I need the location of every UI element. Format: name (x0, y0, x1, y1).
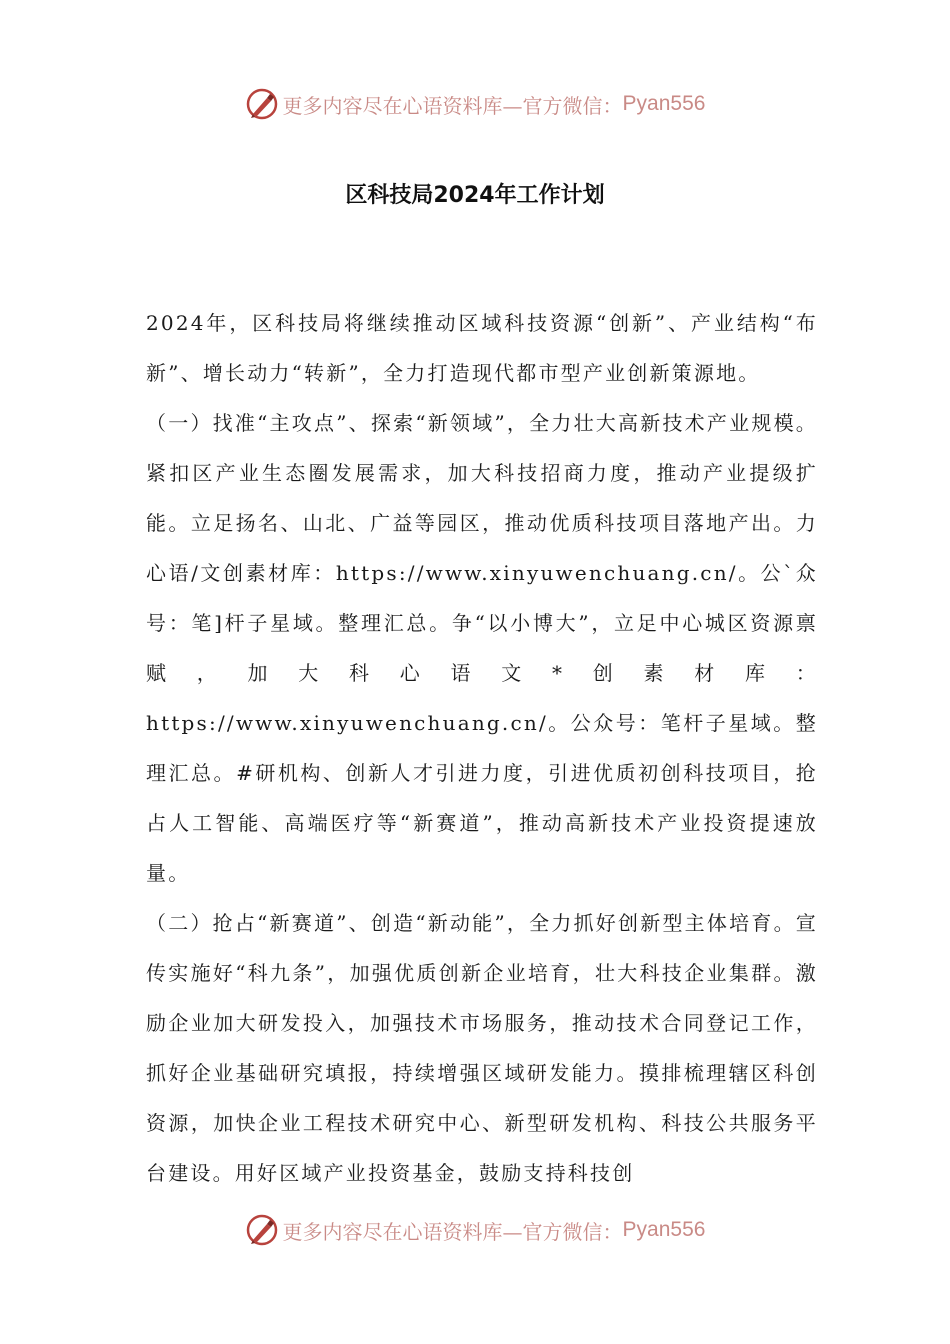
document-body (146, 298, 818, 1198)
banner-wechat-id: Pyan556 (622, 92, 706, 115)
paragraph-intro: 2024年，区科技局将继续推动区域科技资源“创新”、产业结构“布新”、增长动力“转新”，全力打造现代都市型产业创新策源地。 (146, 311, 818, 385)
paragraph-section-2: （二）抢占“新赛道”、创造“新动能”，全力抓好创新型主体培育。宣传实施好“科九条”，加强优质创新企业培育，壮大科技企业集群。激励企业加大研发投入，加强技术市场服务，推动技术合同登记工作，抓好企业基础研究填报，持续增强区域研发能力。摸排梳理辖区科创资源，加快企业工程技术研究中心、新型研发机构、科技公共服务平台建设。用好区域产业投资基金，鼓励支持科技创 (146, 911, 818, 1185)
paragraph-section-1: （一）找准“主攻点”、探索“新领域”，全力壮大高新技术产业规模。紧扣区产业生态圈发展需求，加大科技招商力度，推动产业提级扩能。立足扬名、山北、广益等园区，推动优质科技项目落地产出。力心语/文创素材库：https://www.xinyuwenchuang.cn/。公`众号：笔]杆子星域。整理汇总。争“以小博大”，立足中心城区资源禀赋，加大科心语文*创素材库：https://www.xinyuwenchuang.cn/。公众号：笔杆子星域。整理汇总。#研机构、创新人才引进力度，引进优质初创科技项目，抢占人工智能、高端医疗等“新赛道”，推动高新技术产业投资提速放量。 (146, 411, 818, 885)
banner-wechat-id: Pyan556 (622, 1218, 706, 1241)
banner-text: 更多内容尽在心语资料库—官方微信： (282, 93, 623, 118)
footer-banner (0, 1210, 950, 1250)
document-title: 区科技局2024年工作计划 (345, 183, 605, 208)
pen-logo-icon (245, 1213, 279, 1247)
header-banner (0, 84, 950, 124)
banner-text: 更多内容尽在心语资料库—官方微信： (282, 1219, 623, 1244)
pen-logo-icon (245, 87, 279, 121)
